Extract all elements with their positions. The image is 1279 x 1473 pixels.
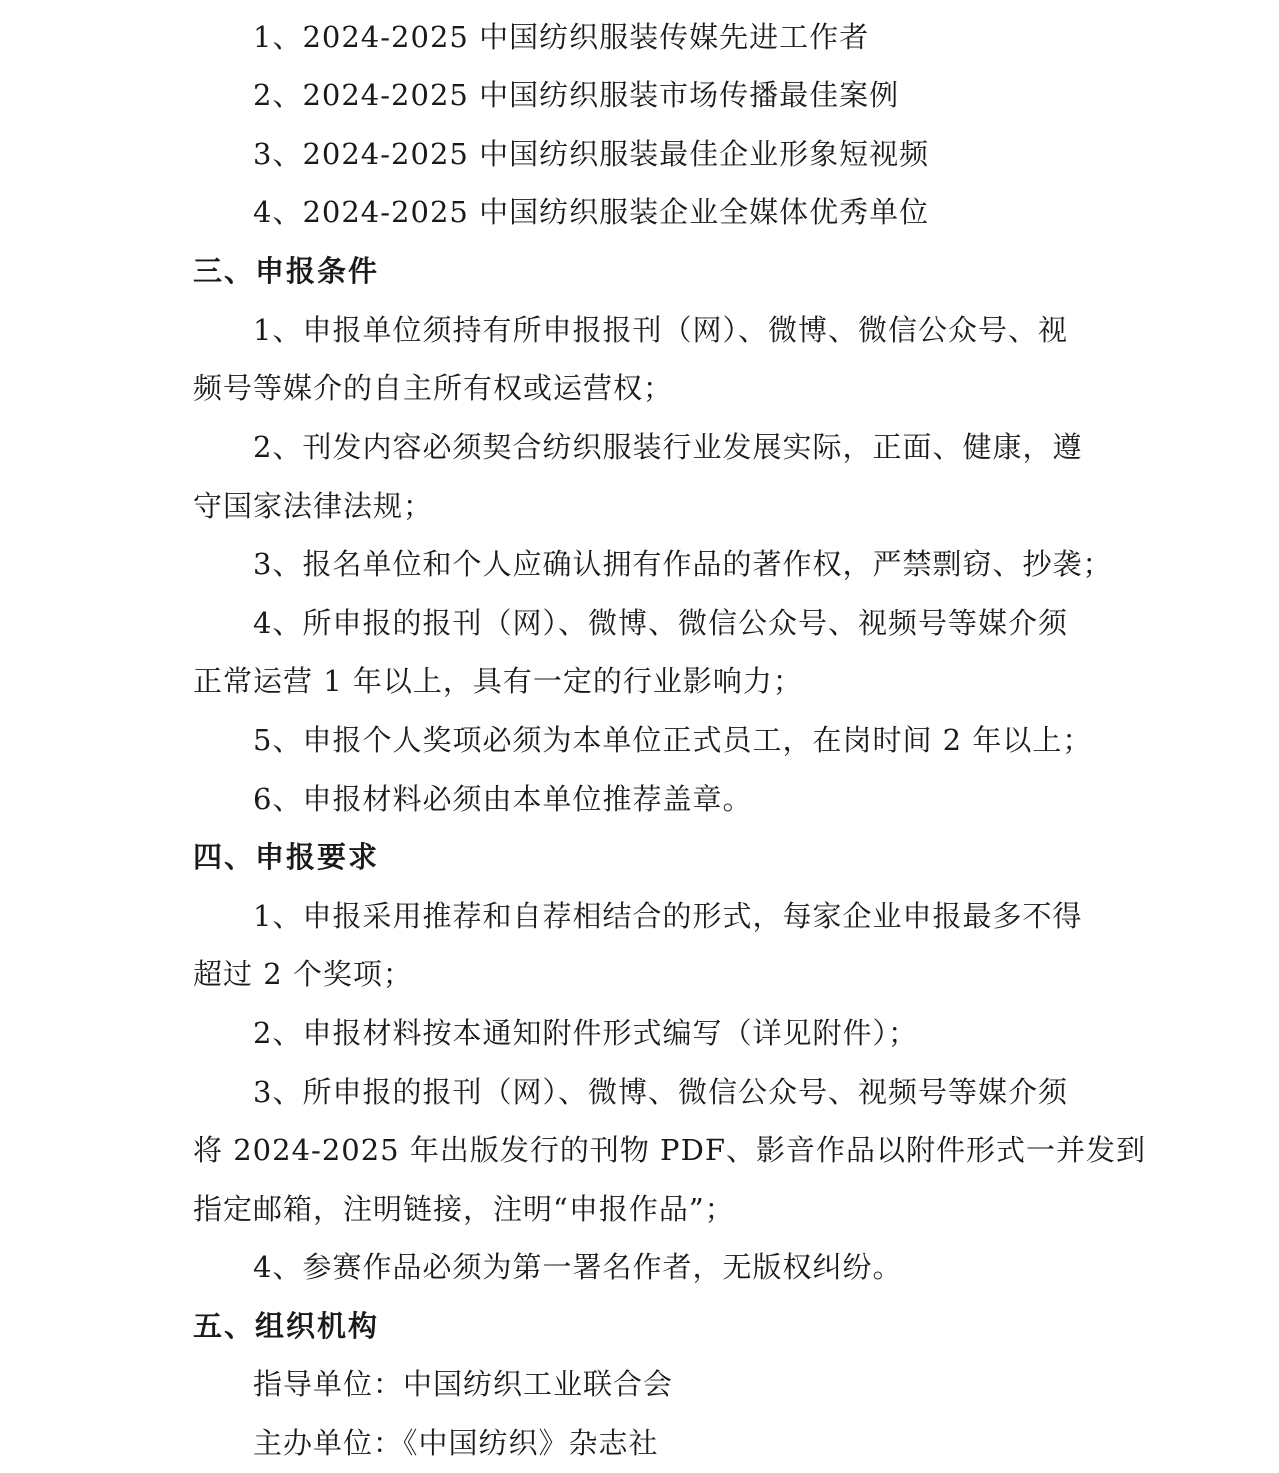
condition-line: 5、申报个人奖项必须为本单位正式员工，在岗时间 2 年以上； — [253, 723, 1093, 757]
organization-line-host: 主办单位：《中国纺织》杂志社 — [253, 1426, 659, 1460]
award-item-2: 2、2024-2025 中国纺织服装市场传播最佳案例 — [253, 78, 900, 112]
requirement-line: 将 2024-2025 年出版发行的刊物 PDF、影音作品以附件形式一并发到 — [193, 1133, 1146, 1167]
requirement-line: 3、所申报的报刊（网）、微博、微信公众号、视频号等媒介须 — [253, 1075, 1068, 1109]
condition-line: 守国家法律法规； — [193, 489, 434, 523]
condition-line: 频号等媒介的自主所有权或运营权； — [193, 371, 674, 405]
condition-line: 3、报名单位和个人应确认拥有作品的著作权，严禁剽窃、抄袭； — [253, 547, 1113, 581]
condition-line: 6、申报材料必须由本单位推荐盖章。 — [253, 782, 753, 816]
condition-line: 正常运营 1 年以上，具有一定的行业影响力； — [193, 664, 803, 698]
requirement-line: 指定邮箱，注明链接，注明“申报作品”； — [193, 1192, 735, 1226]
organization-line-guide: 指导单位：中国纺织工业联合会 — [253, 1367, 674, 1401]
requirement-line: 超过 2 个奖项； — [193, 957, 413, 991]
award-item-4: 4、2024-2025 中国纺织服装企业全媒体优秀单位 — [253, 195, 930, 229]
condition-line: 1、申报单位须持有所申报报刊（网）、微博、微信公众号、视 — [253, 313, 1068, 347]
requirement-line: 2、申报材料按本通知附件形式编写（详见附件）； — [253, 1016, 918, 1050]
section-heading-conditions: 三、申报条件 — [193, 254, 380, 288]
requirement-line: 1、申报采用推荐和自荐相结合的形式，每家企业申报最多不得 — [253, 899, 1083, 933]
section-heading-organization: 五、组织机构 — [193, 1309, 380, 1343]
section-heading-requirements: 四、申报要求 — [193, 840, 380, 874]
award-item-1: 1、2024-2025 中国纺织服装传媒先进工作者 — [253, 20, 870, 54]
condition-line: 4、所申报的报刊（网）、微博、微信公众号、视频号等媒介须 — [253, 606, 1068, 640]
condition-line: 2、刊发内容必须契合纺织服装行业发展实际，正面、健康，遵 — [253, 430, 1083, 464]
requirement-line: 4、参赛作品必须为第一署名作者，无版权纠纷。 — [253, 1250, 903, 1284]
award-item-3: 3、2024-2025 中国纺织服装最佳企业形象短视频 — [253, 137, 930, 171]
